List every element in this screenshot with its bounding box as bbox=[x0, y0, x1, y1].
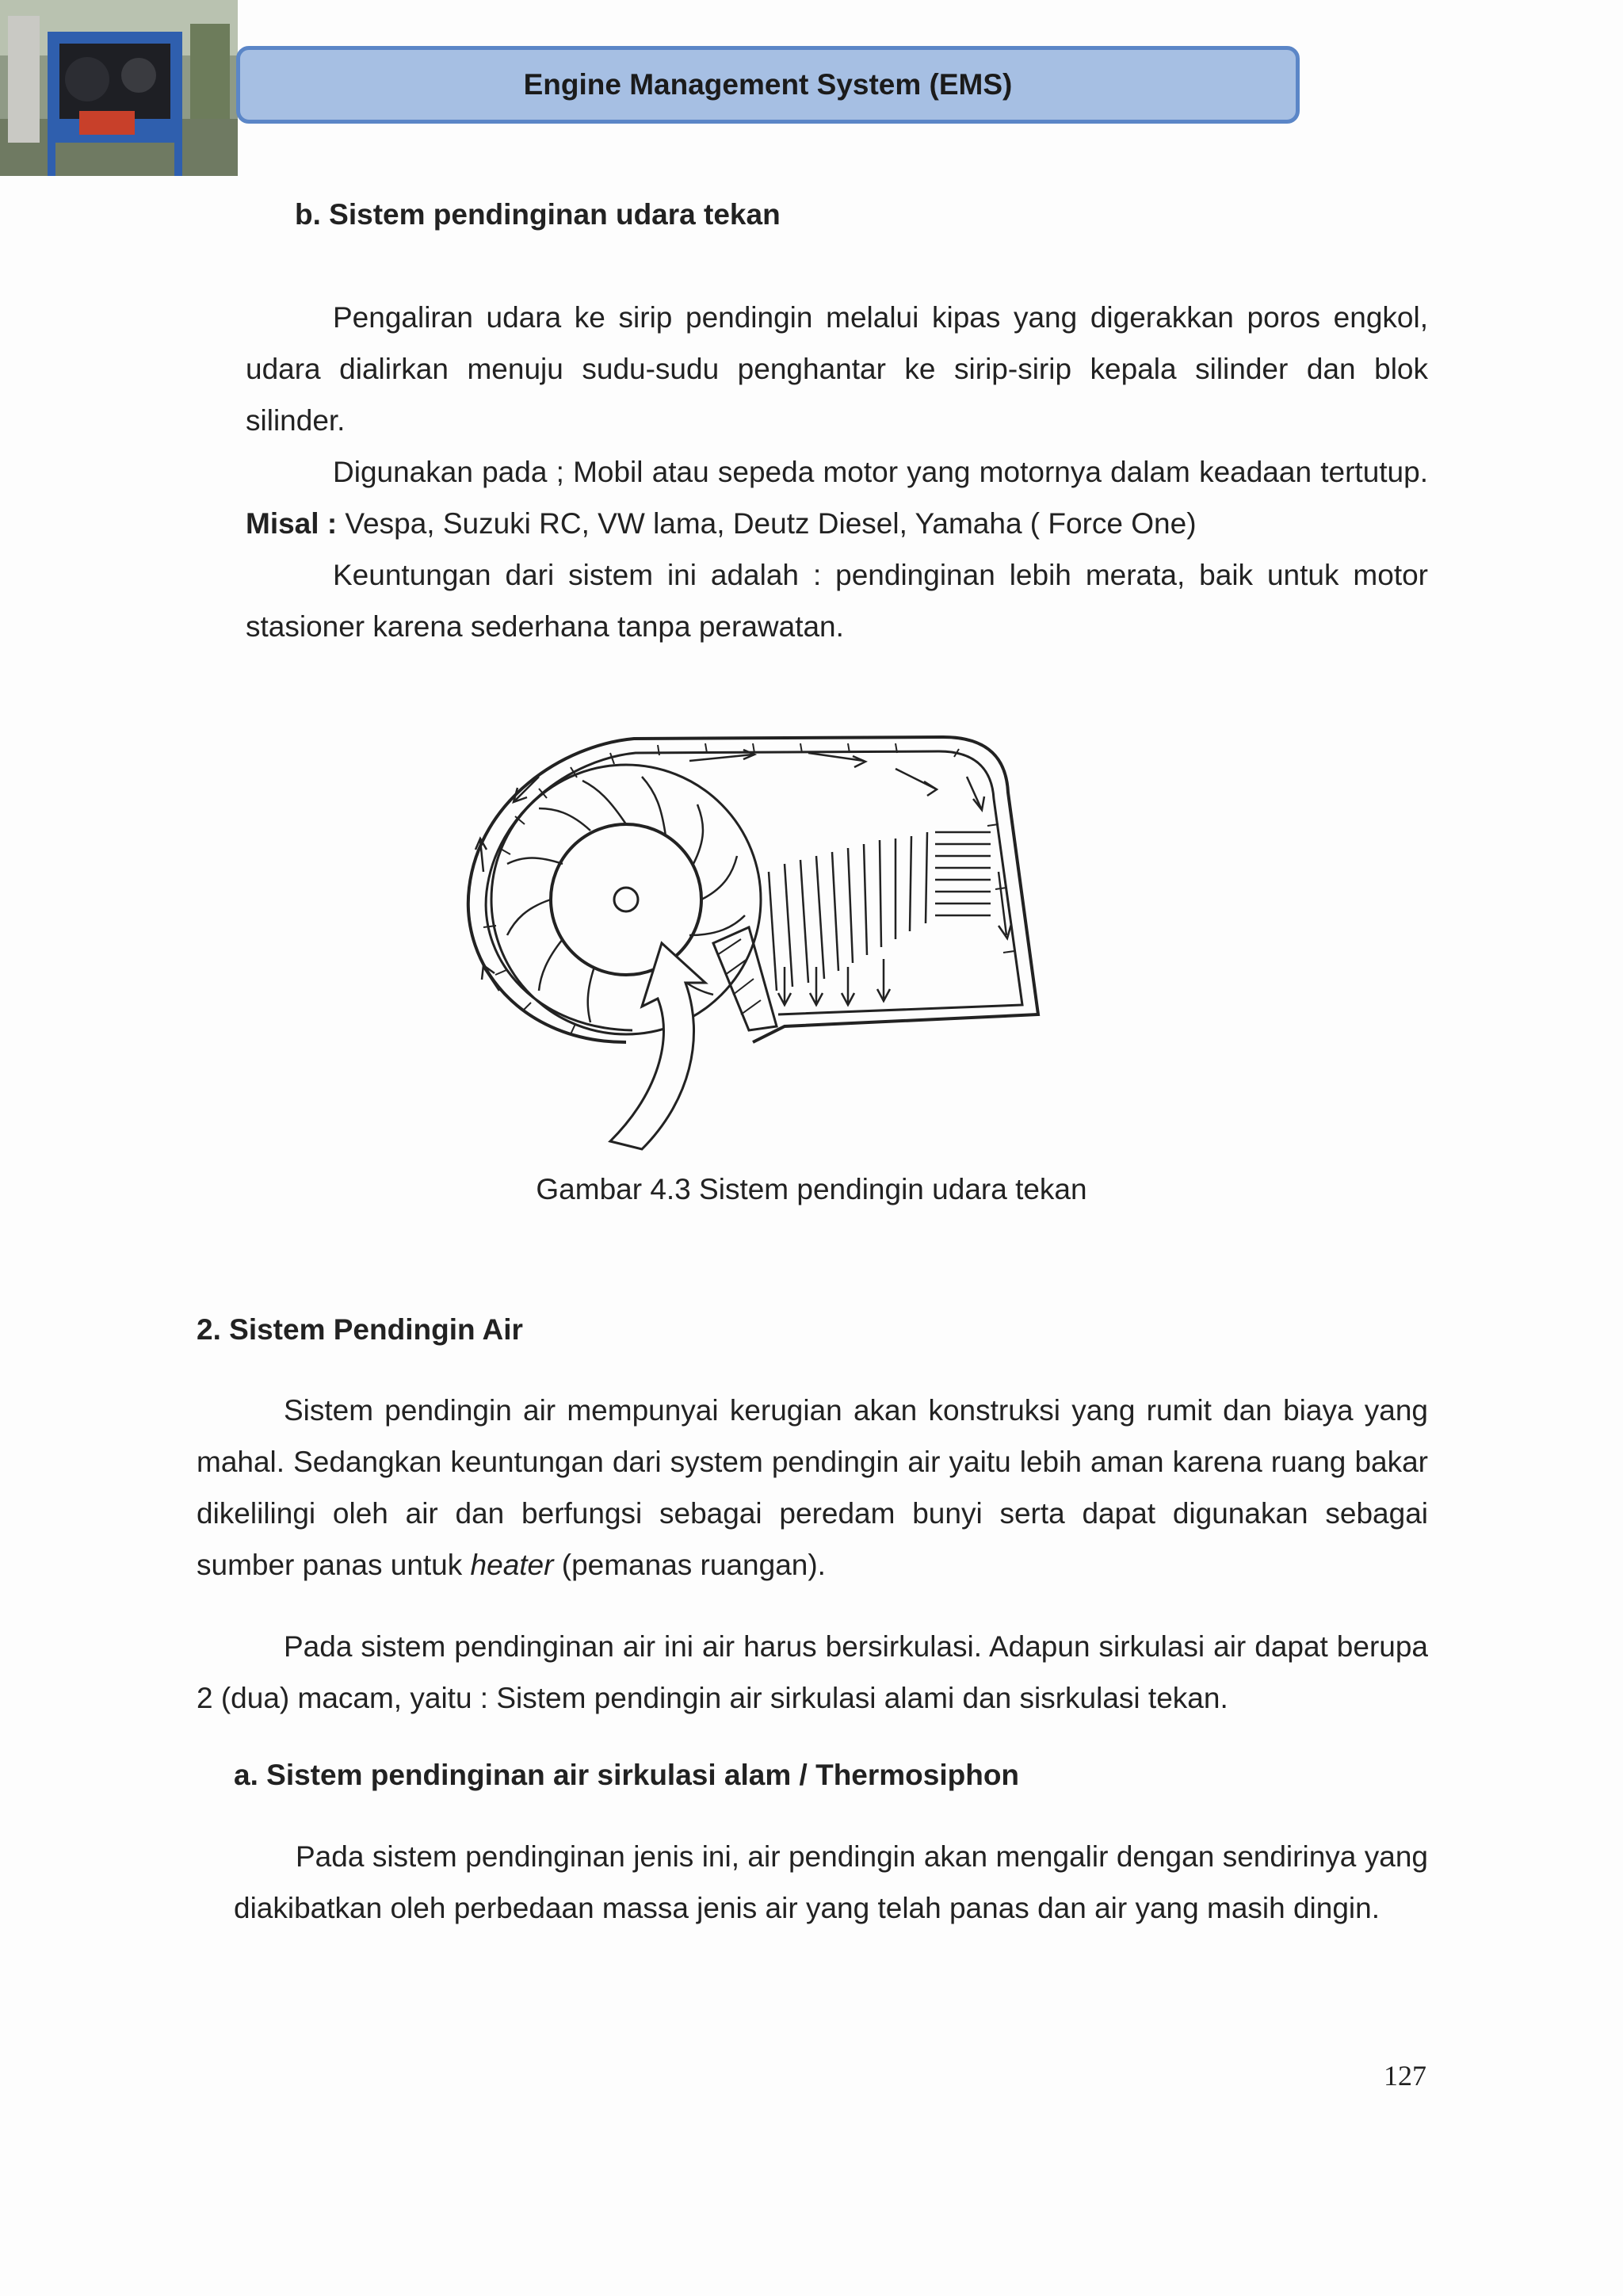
header-banner bbox=[236, 46, 1300, 124]
para2-text: Digunakan pada ; Mobil atau sepeda motor yang motornya dalam keadaan tertutup. bbox=[333, 456, 1428, 488]
engine-photo bbox=[0, 0, 238, 176]
figure-caption: Gambar 4.3 Sistem pendingin udara tekan bbox=[536, 1173, 1087, 1205]
section-2-paragraph-2: Pada sistem pendinginan air ini air harus bersirkulasi. Adapun sirkulasi air dapat berupa 2 (dua) macam, yaitu : Sistem pendingin air sirkulasi alami dan sisrkulasi tekan. bbox=[197, 1630, 1428, 1714]
section-a-paragraph-1: Pada sistem pendinginan jenis ini, air pendingin akan mengalir dengan sendirinya yang diakibatkan oleh perbedaan massa jenis air yang telah panas dan air yang masih dingin. bbox=[234, 1840, 1428, 1924]
section-b-paragraph-3: Keuntungan dari sistem ini adalah : pendinginan lebih merata, baik untuk motor stasioner karena sederhana tanpa perawatan. bbox=[246, 559, 1428, 643]
section-b-paragraph-1: Pengaliran udara ke sirip pendingin melalui kipas yang digerakkan poros engkol, udara dialirkan menuju sudu-sudu penghantar ke sirip-sirip kepala silinder dan blok silinder. bbox=[246, 301, 1428, 437]
heater-term: heater bbox=[470, 1549, 554, 1581]
para2-examples: Vespa, Suzuki RC, VW lama, Deutz Diesel, Yamaha ( Force One) bbox=[345, 507, 1197, 540]
forced-air-cooling-diagram bbox=[452, 729, 1054, 1157]
section-b-heading: b. Sistem pendinginan udara tekan bbox=[295, 198, 781, 231]
header-title: Engine Management System (EMS) bbox=[523, 68, 1013, 101]
misal-label: Misal : bbox=[246, 507, 346, 540]
section-2-paragraph-1 bbox=[197, 1385, 1428, 1591]
para1-end: (pemanas ruangan). bbox=[553, 1549, 826, 1581]
para1-text: Sistem pendingin air mempunyai kerugian akan konstruksi yang rumit dan biaya yang mahal. Sedangkan keuntungan dari system pendingin air yaitu lebih aman karena ruang bakar dikelilingi oleh air dan berfungsi sebagai peredam bunyi serta dapat digunakan sebagai sumber panas untuk bbox=[197, 1394, 1428, 1581]
section-2-heading: 2. Sistem Pendingin Air bbox=[197, 1313, 523, 1346]
page-number: 127 bbox=[1384, 2060, 1426, 2092]
section-b-paragraph-2 bbox=[246, 446, 1428, 549]
section-a-heading: a. Sistem pendinginan air sirkulasi alam / Thermosiphon bbox=[234, 1759, 1020, 1791]
